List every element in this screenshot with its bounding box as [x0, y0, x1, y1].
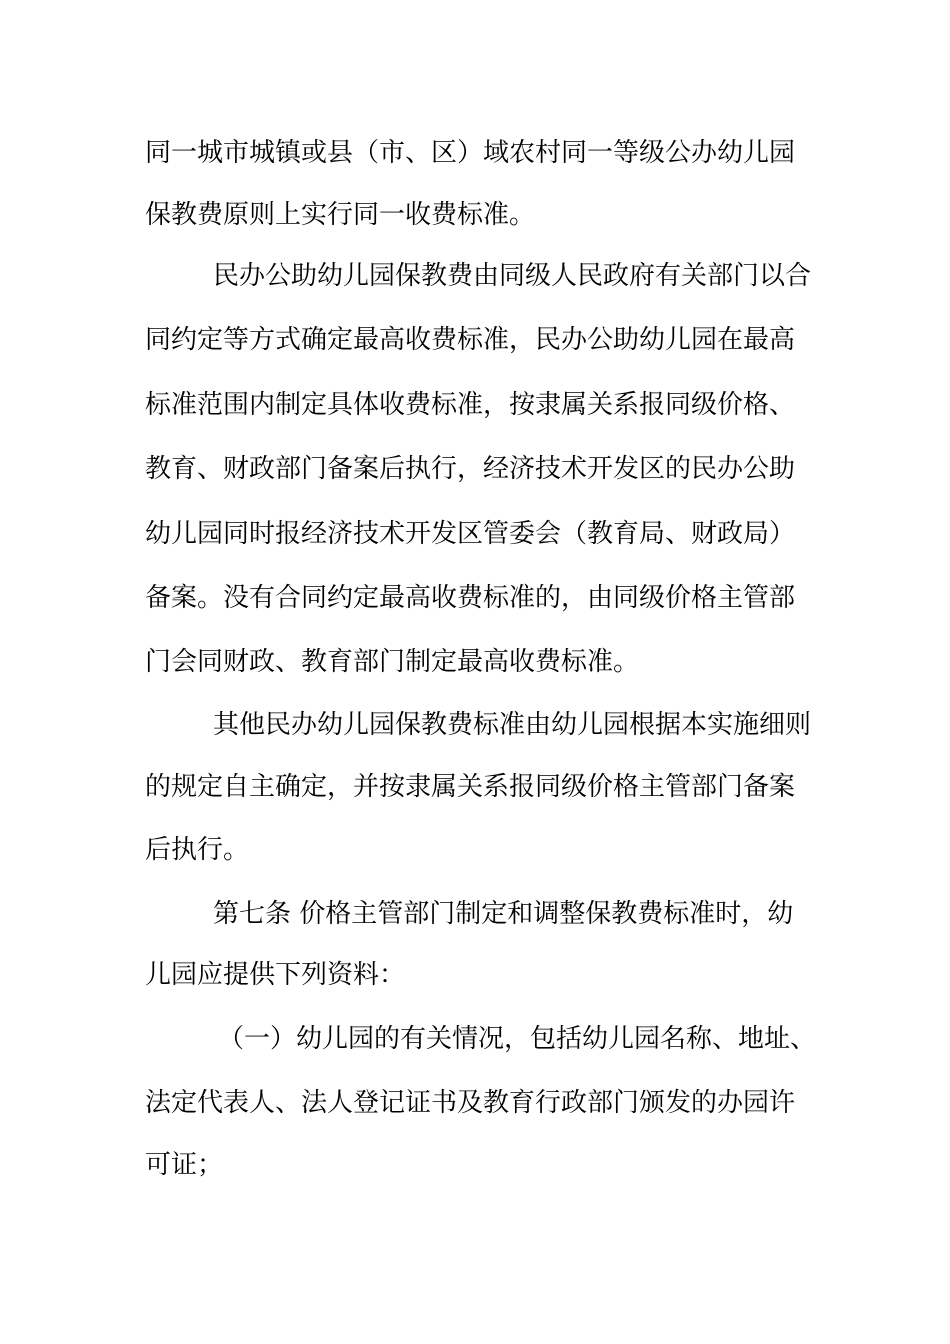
- text-line-5: 标准范围内制定具体收费标准，按隶属关系报同级价格、: [145, 390, 796, 420]
- text-line-14: 儿园应提供下列资料：: [145, 960, 406, 990]
- text-line-2: 保教费原则上实行同一收费标准。: [145, 200, 536, 230]
- text-line-4: 同约定等方式确定最高收费标准，民办公助幼儿园在最高: [145, 325, 796, 355]
- text-line-9: 门会同财政、教育部门制定最高收费标准。: [145, 647, 640, 677]
- text-line-1: 同一城市城镇或县（市、区）域农村同一等级公办幼儿园: [145, 138, 796, 168]
- list-item-line: （一）幼儿园的有关情况，包括幼儿园名称、地址、: [218, 1024, 817, 1054]
- text-line-6: 教育、财政部门备案后执行，经济技术开发区的民办公助: [145, 454, 796, 484]
- article-heading-line: 第七条 价格主管部门制定和调整保教费标准时，幼: [213, 899, 794, 929]
- text-line-16: 法定代表人、法人登记证书及教育行政部门颁发的办园许: [145, 1088, 796, 1118]
- text-line-17: 可证；: [145, 1150, 224, 1180]
- text-line-8: 备案。没有合同约定最高收费标准的，由同级价格主管部: [145, 583, 796, 613]
- text-line-12: 后执行。: [145, 835, 250, 865]
- paragraph-start-line: 民办公助幼儿园保教费由同级人民政府有关部门以合: [213, 261, 812, 291]
- text-line-11: 的规定自主确定，并按隶属关系报同级价格主管部门备案: [145, 772, 796, 802]
- text-line-7: 幼儿园同时报经济技术开发区管委会（教育局、财政局）: [145, 519, 796, 549]
- paragraph-start-line: 其他民办幼儿园保教费标准由幼儿园根据本实施细则: [213, 710, 812, 740]
